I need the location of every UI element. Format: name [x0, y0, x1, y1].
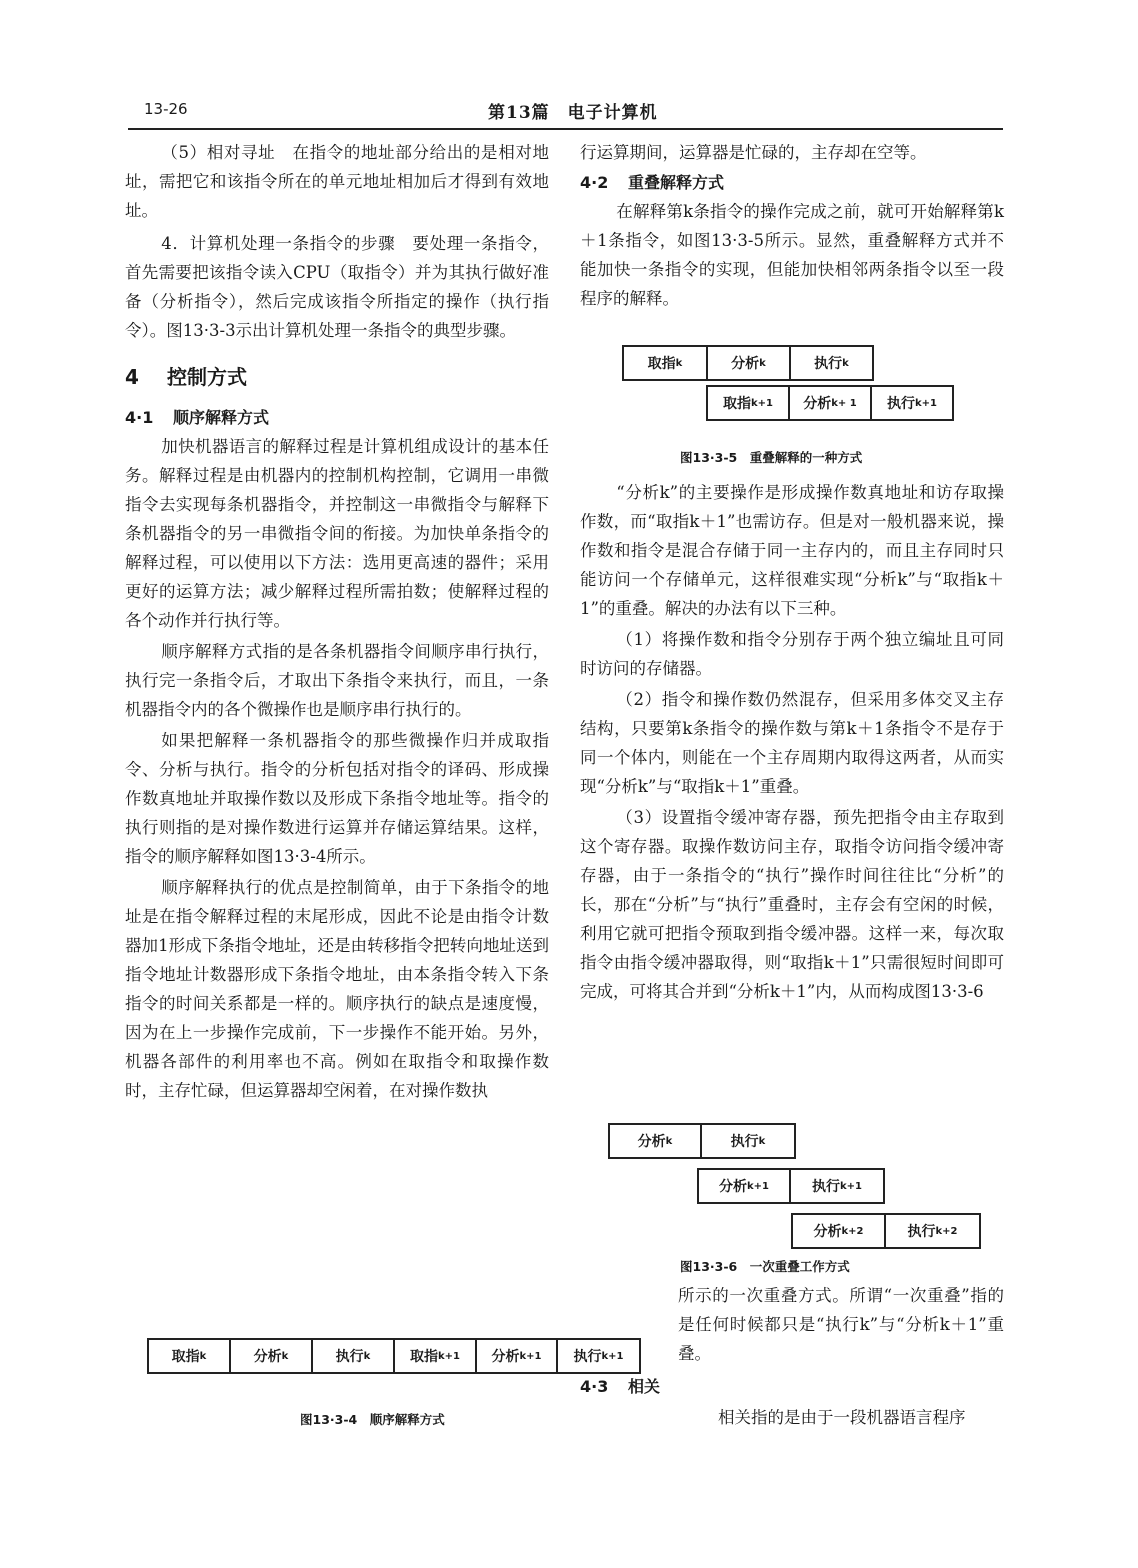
- right-column-end: [580, 1373, 1004, 1401]
- paragraph: 4．计算机处理一条指令的步骤 要处理一条指令，首先需要把该指令读入CPU（取指令）并为其执行做好准备（分析指令），然后完成该指令所指定的操作（执行指令）。图13·3-3示出计算机处理一条指令的典型步骤。: [125, 234, 549, 340]
- fig6-row-3: [791, 1213, 981, 1249]
- subsection-heading: [580, 169, 1004, 197]
- fig6-box: 执行 k+1: [812, 1179, 862, 1195]
- right-column-middle: [580, 478, 1004, 1006]
- fig5-row-2: [706, 385, 954, 421]
- fig4-box: 分析 k+1: [477, 1340, 558, 1372]
- section-heading: [125, 363, 549, 392]
- page-number: 13-26: [144, 100, 188, 118]
- paragraph: （3）设置指令缓冲寄存器，预先把指令由主存取到这个寄存器。取操作数访问主存，取指令访问指令缓冲寄存器，由于一条指令的“执行”操作时间往往比“分析”的长，那在“分析”与“执行”重叠时，主存会有空闲的时候，利用它就可把指令预取到指令缓冲器。这样一来，每次取指令由指令缓冲器取得，则“取指k＋1”只需很短时间即可完成，可将其合并到“分析k＋1”内，从而构成图13·3-6: [580, 808, 1004, 1001]
- fig5-box: 取指 k+1: [708, 387, 790, 419]
- subsection-heading: [125, 404, 549, 432]
- fig6-box: 执行 k+2: [907, 1224, 958, 1240]
- left-column: [125, 138, 549, 1105]
- subsection-title: 重叠解释方式: [628, 173, 725, 192]
- fig5-box: 执行 k: [814, 356, 849, 372]
- fig6-box: 执行 k: [730, 1134, 766, 1150]
- fig6-row-2: [697, 1168, 885, 1204]
- fig6-row-1: [608, 1123, 796, 1159]
- section-title: 控制方式: [167, 365, 247, 389]
- paragraph: 在解释第k条指令的操作完成之前，就可开始解释第k＋1条指令，如图13·3-5所示。显然，重叠解释方式并不能加快一条指令的实现，但能加快相邻两条指令以至一段程序的解释。: [580, 202, 1004, 308]
- subsection-heading: [580, 1373, 1004, 1401]
- figure-caption: 图13·3-4 顺序解释方式: [300, 1412, 445, 1427]
- fig4-box: 执行 k+1: [573, 1349, 624, 1365]
- fig4-row: [147, 1338, 641, 1374]
- subsection-number: 4·1: [125, 408, 154, 427]
- subsection-number: 4·3: [580, 1377, 609, 1396]
- paragraph: 如果把解释一条机器指令的那些微操作归并成取指令、分析与执行。指令的分析包括对指令的译码、形成操作数真地址并取操作数以及形成下条指令地址等。指令的执行则指的是对操作数进行运算并存储运算结果。这样，指令的顺序解释如图13·3-4所示。: [125, 731, 549, 866]
- page-header: [128, 100, 1003, 130]
- figure-caption: 图13·3-5 重叠解释的一种方式: [680, 450, 863, 465]
- fig4-box: 取指 k: [149, 1340, 231, 1372]
- figure-caption: 图13·3-6 一次重叠工作方式: [680, 1259, 850, 1274]
- paragraph: （1）将操作数和指令分别存于两个独立编址且可同时访问的存储器。: [580, 630, 1004, 678]
- paragraph: 相关指的是由于一段机器语言程序: [718, 1408, 966, 1427]
- paragraph: 顺序解释方式指的是各条机器指令间顺序串行执行，执行完一条指令后，才取出下条指令来执行，而且，一条机器指令内的各个微操作也是顺序串行执行的。: [125, 642, 549, 719]
- paragraph: 所示的一次重叠方式。所谓“一次重叠”指的是任何时候都只是“执行k”与“分析k＋1”重叠。: [678, 1286, 1004, 1363]
- paragraph: 顺序解释执行的优点是控制简单，由于下条指令的地址是在指令解释过程的末尾形成，因此不论是由指令计数器加1形成下条指令地址，还是由转移指令把转向地址送到指令地址计数器形成下条指令地址，由本条指令转入下条指令的时间关系都是一样的。顺序执行的缺点是速度慢，因为在上一步操作完成前，下一步操作不能开始。另外，机器各部件的利用率也不高。例如在取指令和取操作数时，主存忙碌，但运算器却空闲着，在对操作数执: [125, 878, 549, 1100]
- paragraph: “分析k”的主要操作是形成操作数真地址和访存取操作数，而“取指k＋1”也需访存。但是对一般机器来说，操作数和指令是混合存储于同一主存内的，而且主存同时只能访问一个存储单元，这样很难实现“分析k”与“取指k＋1”的重叠。解决的办法有以下三种。: [580, 483, 1004, 618]
- right-column-top: [580, 138, 1004, 313]
- right-column-bottom: [678, 1281, 1004, 1368]
- fig5-box: 分析 k+ 1: [790, 387, 872, 419]
- paragraph: （2）指令和操作数仍然混存，但采用多体交叉主存结构，只要第k条指令的操作数与第k＋1条指令不是存于同一个体内，则能在一个主存周期内取得这两者，从而实现“分析k”与“取指k＋1”重叠。: [580, 690, 1004, 796]
- running-title: 第13篇 电子计算机: [488, 103, 658, 123]
- right-column-last: [580, 1403, 1004, 1432]
- subsection-title: 顺序解释方式: [173, 408, 270, 427]
- fig4-box: 执行 k: [313, 1340, 395, 1372]
- paragraph: 加快机器语言的解释过程是计算机组成设计的基本任务。解释过程是由机器内的控制机构控制，它调用一串微指令去实现每条机器指令，并控制这一串微指令与解释下条机器指令的另一串微指令间的衔接。为加快单条指令的解释过程，可以使用以下方法：选用更高速的器件；采用更好的运算方法；减少解释过程所需拍数；使解释过程的各个动作并行执行等。: [125, 437, 549, 630]
- fig6-box: 分析 k+1: [699, 1170, 791, 1202]
- fig5-box: 分析 k: [708, 347, 791, 379]
- fig5-box: 执行 k+1: [887, 396, 937, 412]
- paragraph: 行运算期间，运算器是忙碌的，主存却在空等。: [580, 143, 927, 162]
- fig5-row-1: [622, 345, 874, 381]
- fig6-box: 分析 k+2: [793, 1215, 886, 1247]
- fig4-box: 取指 k+1: [395, 1340, 477, 1372]
- fig4-box: 分析 k: [231, 1340, 313, 1372]
- subsection-title: 相关: [628, 1377, 661, 1396]
- fig5-box: 取指 k: [624, 347, 708, 379]
- paragraph: （5）相对寻址 在指令的地址部分给出的是相对地址，需把它和该指令所在的单元地址相加后才得到有效地址。: [125, 143, 549, 220]
- subsection-number: 4·2: [580, 173, 609, 192]
- section-number: 4: [125, 365, 139, 389]
- fig6-box: 分析 k: [610, 1125, 702, 1157]
